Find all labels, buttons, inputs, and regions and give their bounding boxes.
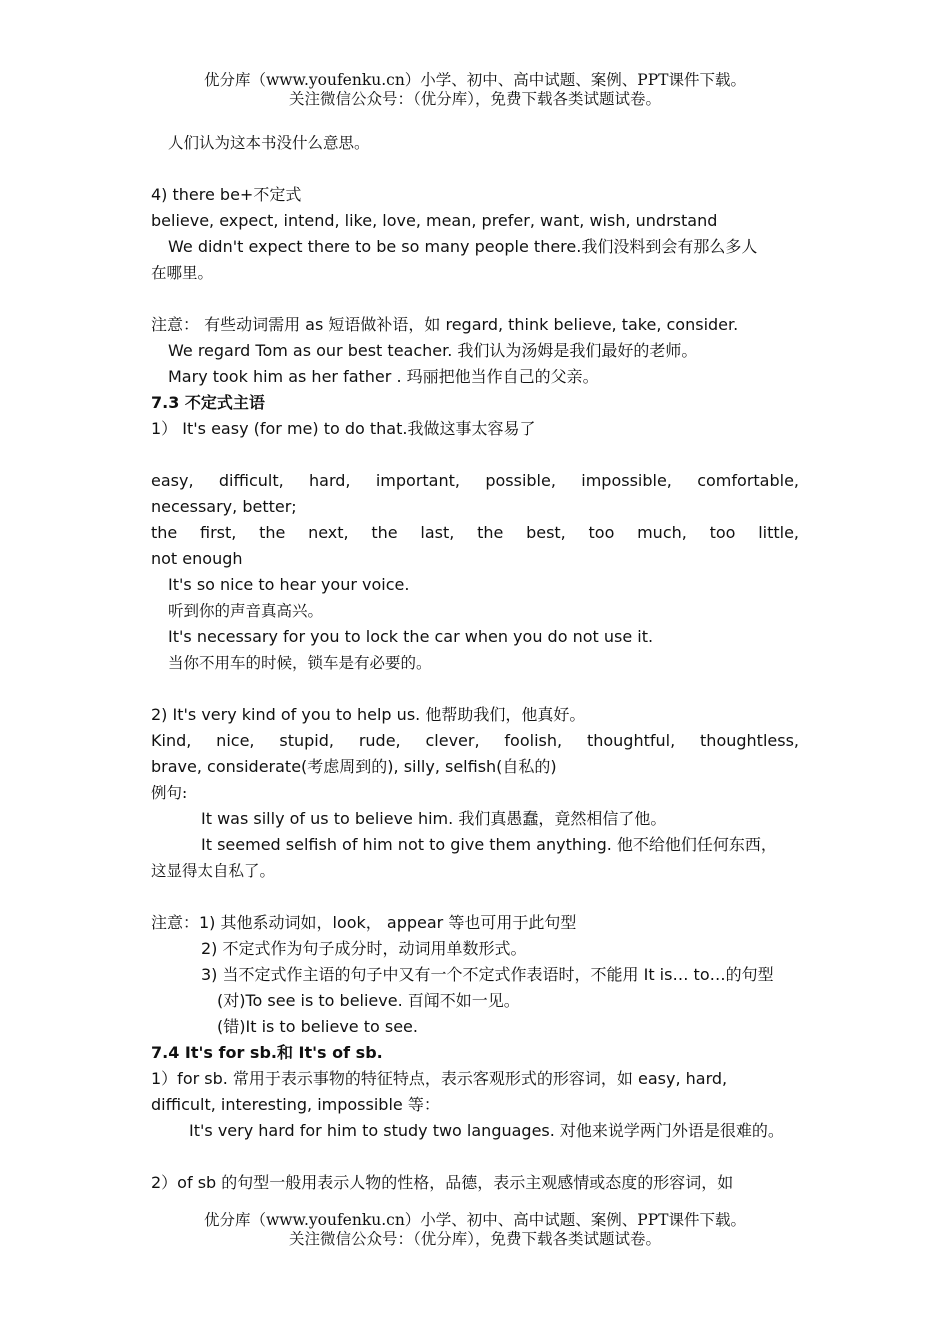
- header-line-1: 优分库（www.youfenku.cn）小学、初中、高中试题、案例、PPT课件下载。: [203, 71, 747, 89]
- example-sentence: We didn't expect there to be so many people there.我们没料到会有那么多人: [168, 237, 758, 256]
- document-body: [151, 130, 799, 1196]
- example-sentence: We regard Tom as our best teacher. 我们认为汤姆是我们最好的老师。: [168, 341, 698, 360]
- example-sentence: It was silly of us to believe him. 我们真愚蠢，竟然相信了他。: [201, 809, 667, 828]
- text-line: 2）of sb 的句型一般用表示人物的性格，品德，表示主观感情或态度的形容词，如: [151, 1173, 734, 1192]
- section-heading: 1） It's easy (for me) to do that.我做这事太容易了: [151, 419, 536, 438]
- translation-line: 当你不用车的时候，锁车是有必要的。: [168, 654, 432, 672]
- section-title: 7.4 It's for sb.和 It's of sb.: [151, 1043, 383, 1062]
- word-list-line: brave, considerate(考虑周到的), silly, selfish(自私的): [151, 757, 557, 776]
- section-heading: 4) there be+不定式: [151, 185, 302, 204]
- text-line: 人们认为这本书没什么意思。: [168, 134, 370, 152]
- note-line: 3) 当不定式作主语的句子中又有一个不定式作表语时，不能用 It is… to…的句型: [201, 965, 774, 984]
- label-line: 例句:: [151, 784, 188, 802]
- footer-line-2: 关注微信公众号：（优分库），免费下载各类试题试卷。: [288, 1230, 661, 1248]
- example-sentence: It's so nice to hear your voice.: [168, 575, 410, 594]
- section-heading: 2) It's very kind of you to help us. 他帮助我们，他真好。: [151, 705, 586, 724]
- example-sentence: (对)To see is to believe. 百闻不如一见。: [217, 991, 520, 1010]
- example-sentence: (错)It is to believe to see.: [217, 1017, 418, 1036]
- word-list-line: the first, the next, the last, the best, too much, too little,: [151, 523, 799, 542]
- header-line-2: 关注微信公众号：（优分库），免费下载各类试题试卷。: [288, 90, 661, 108]
- example-sentence: It's necessary for you to lock the car when you do not use it.: [168, 627, 654, 646]
- word-list-line: easy, difficult, hard, important, possible, impossible, comfortable,: [151, 471, 799, 490]
- translation-line: 听到你的声音真高兴。: [168, 602, 324, 620]
- text-line: 1）for sb. 常用于表示事物的特征特点，表示客观形式的形容词，如 easy, hard,: [151, 1069, 728, 1088]
- footer-line-1: 优分库（www.youfenku.cn）小学、初中、高中试题、案例、PPT课件下载。: [203, 1211, 747, 1229]
- text-line: believe, expect, intend, like, love, mean, prefer, want, wish, undrstand: [151, 211, 718, 230]
- example-sentence: Mary took him as her father . 玛丽把他当作自己的父亲。: [168, 367, 599, 386]
- page-header: [0, 71, 950, 109]
- text-line: 在哪里。: [151, 264, 214, 282]
- word-list-line: Kind, nice, stupid, rude, clever, foolish, thoughtful, thoughtless,: [151, 731, 799, 750]
- note-line: 注意：1) 其他系动词如，look， appear 等也可用于此句型: [151, 913, 577, 932]
- page-footer: [0, 1211, 950, 1249]
- text-line: difficult, interesting, impossible 等：: [151, 1095, 440, 1114]
- example-sentence: It's very hard for him to study two languages. 对他来说学两门外语是很难的。: [189, 1121, 784, 1140]
- section-title: 7.3 不定式主语: [151, 393, 265, 412]
- text-line: 这显得太自私了。: [151, 862, 276, 880]
- example-sentence: It seemed selfish of him not to give them anything. 他不给他们任何东西，: [201, 835, 777, 854]
- word-list-line: necessary, better;: [151, 497, 297, 516]
- word-list-line: not enough: [151, 549, 243, 568]
- note-line: 注意： 有些动词需用 as 短语做补语，如 regard, think believe, take, consider.: [151, 315, 739, 334]
- note-line: 2) 不定式作为句子成分时，动词用单数形式。: [201, 939, 527, 958]
